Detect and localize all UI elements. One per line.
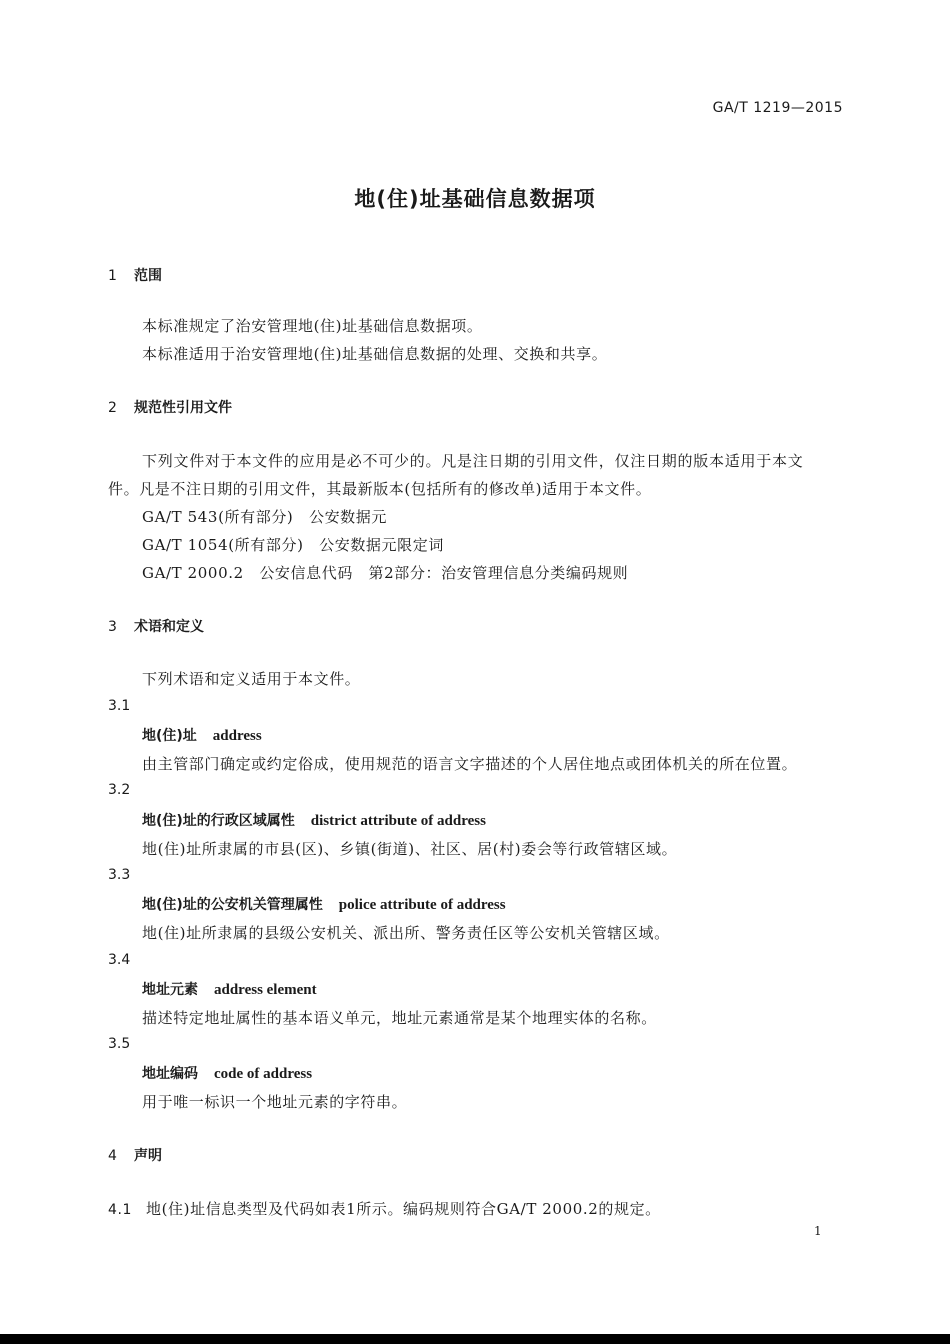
term-definition: 描述特定地址属性的基本语义单元，地址元素通常是某个地理实体的名称。	[142, 1009, 657, 1027]
term-heading	[142, 1063, 312, 1083]
term-number: 3.4	[108, 952, 131, 968]
term-definition: 地(住)址所隶属的县级公安机关、派出所、警务责任区等公安机关管辖区域。	[142, 924, 670, 942]
references-intro-line-2: 件。凡是不注日期的引用文件，其最新版本(包括所有的修改单)适用于本文件。	[108, 480, 652, 498]
term-english: district attribute of address	[310, 813, 486, 829]
term-chinese: 地(住)址的公安机关管理属性	[142, 897, 323, 913]
term-definition: 地(住)址所隶属的市县(区)、乡镇(街道)、社区、居(村)委会等行政管辖区域。	[142, 840, 678, 858]
terms-intro: 下列术语和定义适用于本文件。	[142, 670, 361, 688]
term-chinese: 地(住)址的行政区域属性	[142, 813, 295, 829]
section-number: 4	[108, 1148, 117, 1164]
section-number: 3	[108, 619, 117, 635]
bottom-edge-bar	[0, 1334, 950, 1344]
statement-paragraph	[108, 1198, 661, 1219]
section-number: 2	[108, 400, 117, 416]
term-number: 3.2	[108, 782, 131, 798]
term-definition: 由主管部门确定或约定俗成，使用规范的语言文字描述的个人居住地点或团体机关的所在位置。	[142, 755, 798, 773]
section-title: 术语和定义	[134, 619, 204, 635]
term-number: 3.1	[108, 698, 131, 714]
section-heading-references	[108, 397, 232, 417]
term-number: 3.3	[108, 867, 131, 883]
term-english: code of address	[214, 1066, 313, 1082]
term-number: 3.5	[108, 1036, 131, 1052]
reference-item: GA/T 543(所有部分) 公安数据元	[142, 508, 387, 526]
reference-item: GA/T 2000.2 公安信息代码 第2部分：治安管理信息分类编码规则	[142, 564, 629, 582]
statement-number: 4.1	[108, 1202, 133, 1218]
term-heading	[142, 894, 506, 914]
term-chinese: 地址编码	[142, 1066, 198, 1082]
term-heading	[142, 725, 262, 745]
section-title: 规范性引用文件	[134, 400, 232, 416]
scope-paragraph-2: 本标准适用于治安管理地(住)址基础信息数据的处理、交换和共享。	[142, 345, 608, 363]
section-heading-scope	[108, 265, 162, 285]
section-number: 1	[108, 268, 117, 284]
section-title: 声明	[134, 1148, 162, 1164]
scope-paragraph-1: 本标准规定了治安管理地(住)址基础信息数据项。	[142, 317, 483, 335]
reference-item: GA/T 1054(所有部分) 公安数据元限定词	[142, 536, 444, 554]
page-number: 1	[814, 1224, 822, 1238]
term-definition: 用于唯一标识一个地址元素的字符串。	[142, 1093, 408, 1111]
section-title: 范围	[134, 268, 162, 284]
term-english: police attribute of address	[338, 897, 506, 913]
term-heading	[142, 810, 486, 830]
standard-code: GA/T 1219—2015	[712, 100, 843, 116]
section-heading-terms	[108, 616, 204, 636]
term-english: address element	[214, 982, 317, 998]
references-intro-line-1: 下列文件对于本文件的应用是必不可少的。凡是注日期的引用文件，仅注日期的版本适用于本文	[142, 452, 804, 470]
term-english: address	[212, 728, 262, 744]
page-title: 地(住)址基础信息数据项	[354, 187, 596, 211]
term-heading	[142, 979, 317, 999]
statement-text: 地(住)址信息类型及代码如表1所示。编码规则符合GA/T 2000.2的规定。	[146, 1200, 661, 1218]
term-chinese: 地(住)址	[142, 728, 197, 744]
section-heading-statement	[108, 1145, 162, 1165]
term-chinese: 地址元素	[142, 982, 198, 998]
